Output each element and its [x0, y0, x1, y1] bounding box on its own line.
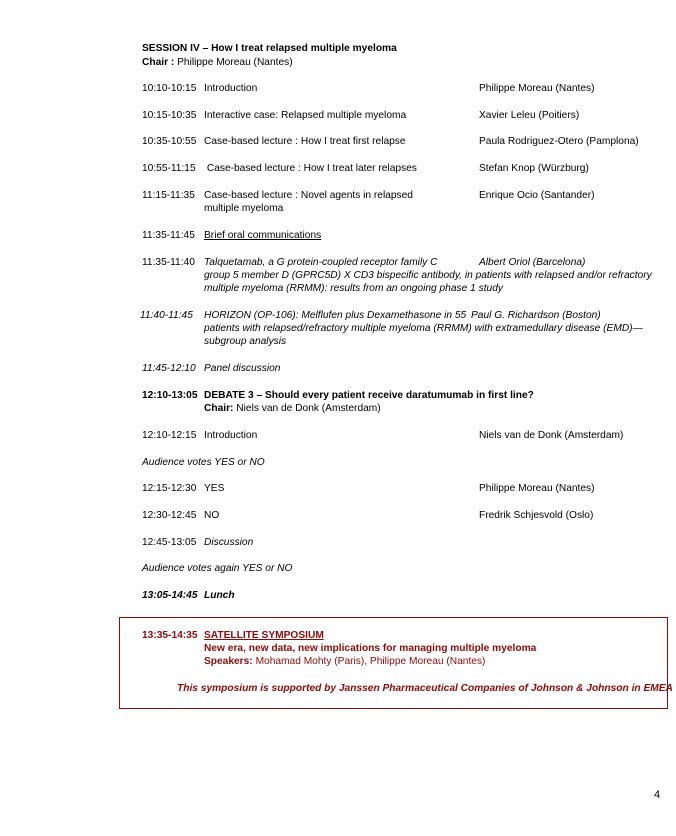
- item-title: Introduction: [204, 430, 258, 441]
- abstract-time: 11:35-11:40: [142, 257, 195, 268]
- item-title: Introduction: [204, 83, 258, 94]
- session-title: SESSION IV – How I treat relapsed multiple myeloma: [142, 43, 397, 54]
- item-speaker: Philippe Moreau (Nantes): [479, 483, 595, 494]
- abstract-title-line: subgroup analysis: [204, 336, 287, 347]
- item-title: Discussion: [204, 537, 254, 548]
- session-chair-name: Philippe Moreau (Nantes): [177, 57, 293, 68]
- item-title: Case-based lecture : How I treat later relapses: [204, 163, 417, 174]
- item-speaker: Fredrik Schjesvold (Oslo): [479, 510, 594, 521]
- item-speaker: Philippe Moreau (Nantes): [479, 83, 595, 94]
- item-title: YES: [204, 483, 225, 494]
- item-time: 12:10-12:15: [142, 430, 197, 441]
- satellite-time: 13:35-14:35: [142, 630, 198, 641]
- item-time: 10:10-10:15: [142, 83, 197, 94]
- satellite-speakers-label: Speakers:: [204, 656, 253, 667]
- abstract-speaker: Albert Oriol (Barcelona): [479, 257, 586, 268]
- satellite-subtitle: New era, new data, new implications for managing multiple myeloma: [204, 643, 537, 654]
- item-time: 12:15-12:30: [142, 483, 197, 494]
- item-speaker: Enrique Ocio (Santander): [479, 190, 595, 201]
- item-time: 12:30-12:45: [142, 510, 197, 521]
- item-speaker: Niels van de Donk (Amsterdam): [479, 430, 624, 441]
- debate-chair: [204, 402, 381, 415]
- brief-time: 11:35-11:45: [142, 230, 195, 241]
- satellite-speakers: [204, 655, 485, 668]
- abstract-speaker: Paul G. Richardson (Boston): [471, 310, 601, 321]
- item-time: 10:35-10:55: [142, 136, 197, 147]
- panel-title: Panel discussion: [204, 363, 281, 374]
- abstract-time: 11:40-11:45: [140, 310, 193, 321]
- item-title: NO: [204, 510, 220, 521]
- item-title-continued: multiple myeloma: [204, 203, 284, 214]
- brief-title: Brief oral communications: [204, 230, 322, 241]
- item-title: Case-based lecture : How I treat first relapse: [204, 136, 406, 147]
- audience-votes-again: Audience votes again YES or NO: [142, 563, 293, 574]
- lunch-title: Lunch: [204, 590, 235, 601]
- abstract-title-line: multiple myeloma (RRMM): results from an ongoing phase 1 study: [204, 283, 503, 294]
- item-time: 12:45-13:05: [142, 537, 197, 548]
- debate-chair-name: Niels van de Donk (Amsterdam): [236, 403, 381, 414]
- panel-time: 11:45-12:10: [142, 363, 196, 374]
- item-speaker: Paula Rodriguez-Otero (Pamplona): [479, 136, 639, 147]
- item-speaker: Xavier Leleu (Poitiers): [479, 110, 580, 121]
- debate-time: 12:10-13:05: [142, 390, 198, 401]
- session-chair-label: Chair :: [142, 57, 175, 68]
- satellite-speakers-names: Mohamad Mohty (Paris), Philippe Moreau (Nantes): [255, 656, 486, 667]
- abstract-title-line: HORIZON (OP-106): Melflufen plus Dexamethasone in 55: [204, 310, 467, 321]
- abstract-title-line: group 5 member D (GPRC5D) X CD3 bispecific antibody, in patients with relapsed and/or refractory: [204, 270, 652, 281]
- item-time: 11:15-11:35: [142, 190, 195, 201]
- satellite-title: SATELLITE SYMPOSIUM: [204, 630, 324, 641]
- item-title: Interactive case: Relapsed multiple myeloma: [204, 110, 407, 121]
- item-speaker: Stefan Knop (Würzburg): [479, 163, 589, 174]
- item-title: Case-based lecture : Novel agents in relapsed: [204, 190, 413, 201]
- item-time: 10:55-11:15: [142, 163, 196, 174]
- item-time: 10:15-10:35: [142, 110, 197, 121]
- abstract-title-line: patients with relapsed/refractory multiple myeloma (RRMM) with extramedullary disease (EMD)—: [204, 323, 643, 334]
- debate-title: DEBATE 3 – Should every patient receive daratumumab in first line?: [204, 390, 534, 401]
- session-chair: [142, 56, 293, 69]
- lunch-time: 13:05-14:45: [142, 590, 198, 601]
- debate-chair-label: Chair:: [204, 403, 234, 414]
- page-number: 4: [654, 789, 661, 801]
- satellite-support-note: This symposium is supported by Janssen Pharmaceutical Companies of Johnson & Johnson in EMEA: [177, 683, 673, 694]
- audience-votes: Audience votes YES or NO: [142, 457, 265, 468]
- abstract-title-line: Talquetamab, a G protein-coupled receptor family C: [204, 257, 438, 268]
